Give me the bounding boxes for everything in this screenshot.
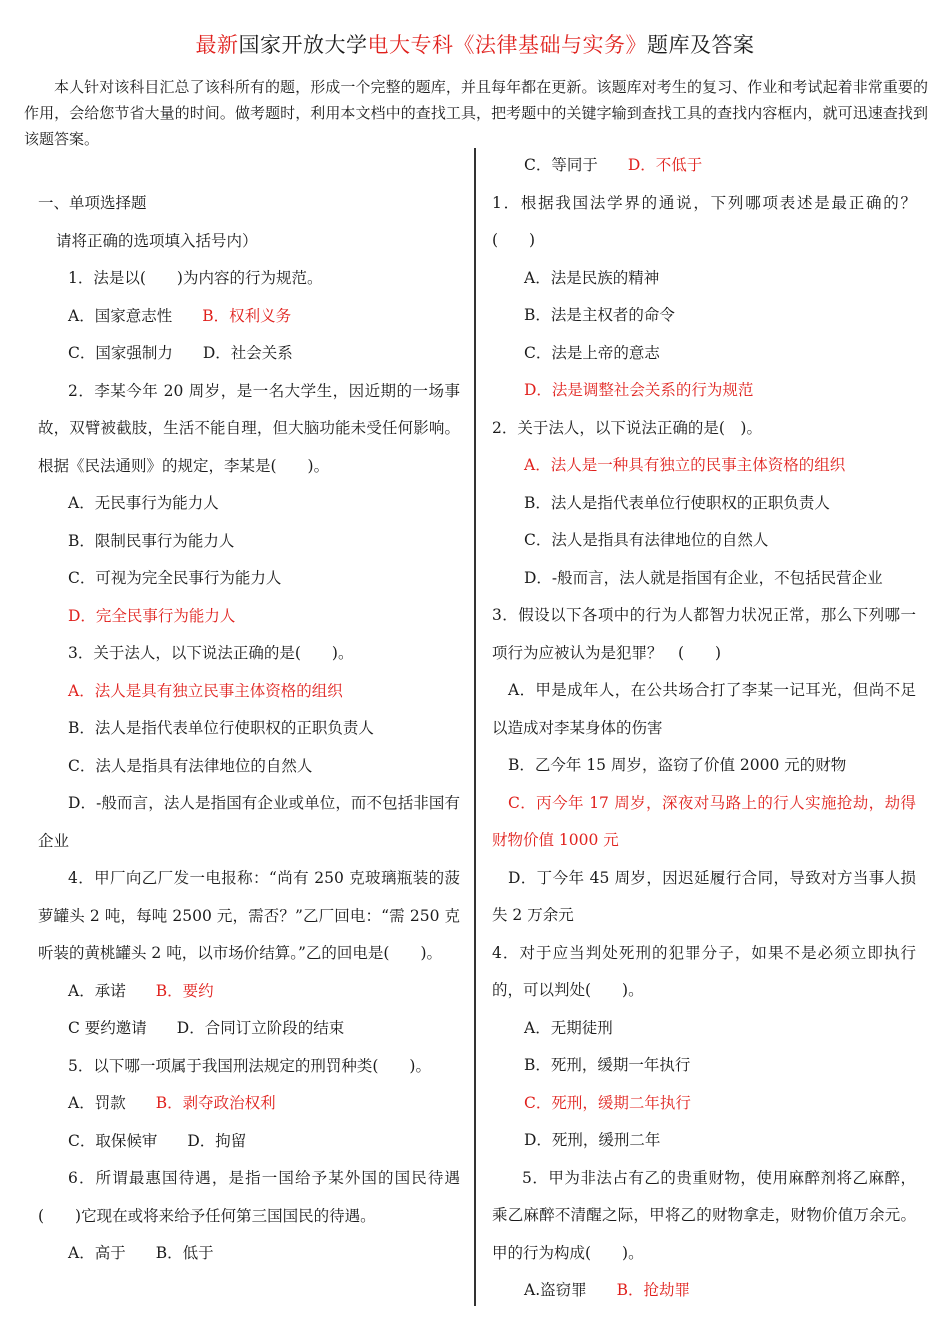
question-stem: 3．假设以下各项中的行为人都智力状况正常，那么下列哪一项行为应被认为是犯罪？ ( ) <box>492 606 916 662</box>
option-row <box>38 1010 460 1048</box>
question-stem: 4．甲厂向乙厂发一电报称：“尚有 250 克玻璃瓶装的菠萝罐头 2 吨，每吨 2500 元，需否？”乙厂回电：“需 250 克听装的黄桃罐头 2 吨，以市场价结算。”乙的回电是( )。 <box>38 869 460 962</box>
option: B．乙今年 15 周岁，盗窃了价值 2000 元的财物 <box>508 756 847 774</box>
question-stem: 4．对于应当判处死刑的犯罪分子，如果不是必须立即执行的，可以判处( )。 <box>492 943 916 999</box>
title-prefix: 最新 <box>195 33 239 57</box>
option: C．取保候审 <box>68 1131 158 1150</box>
right-column <box>492 147 916 1310</box>
option: A．法是民族的精神 <box>524 268 660 287</box>
option: A．无民事行为能力人 <box>68 494 219 512</box>
option-row <box>38 1085 460 1123</box>
title-university: 国家开放大学 <box>238 33 368 57</box>
question-stem: 1．根据我国法学界的通说，下列哪项表述是最正确的？( ) <box>492 193 916 249</box>
question-stem: 5．以下哪一项属于我国刑法规定的刑罚种类( )。 <box>68 1056 431 1075</box>
answer-option: D．不低于 <box>627 156 703 174</box>
question-stem: 5．甲为非法占有乙的贵重财物，使用麻醉剂将乙麻醉，乘乙麻醉不清醒之际，甲将乙的财物拿走，财物价值万余元。甲的行为构成( )。 <box>492 1168 916 1262</box>
option: C 要约邀请 <box>68 1019 147 1037</box>
option: D．丁今年 45 周岁，因迟延履行合同，导致对方当事人损失 2 万余元 <box>492 868 916 924</box>
option: D．拘留 <box>187 1131 247 1150</box>
page-title <box>0 30 950 60</box>
option-row <box>38 298 460 336</box>
option: D．合同订立阶段的结束 <box>176 1019 345 1037</box>
instruction: 请将正确的选项填入括号内） <box>56 231 258 250</box>
option-row <box>38 335 460 373</box>
option: B．限制民事行为能力人 <box>68 531 235 550</box>
answer-option: A．法人是具有独立民事主体资格的组织 <box>68 681 343 700</box>
option: B．法人是指代表单位行使职权的正职负责人 <box>68 719 374 737</box>
answer-option: A．法人是一种具有独立的民事主体资格的组织 <box>524 456 846 474</box>
option-row <box>38 973 460 1011</box>
column-divider <box>474 148 476 1306</box>
question-stem: 3．关于法人，以下说法正确的是( )。 <box>68 644 354 662</box>
option: A.盗窃罪 <box>524 1281 587 1299</box>
option: D．死刑，缓刑二年 <box>524 1131 661 1149</box>
answer-option: D．法是调整社会关系的行为规范 <box>524 381 754 399</box>
question-stem: 2．李某今年 20 周岁，是一名大学生，因近期的一场事故，双臂被截肢，生活不能自理，但大脑功能未受任何影响。根据《民法通则》的规定，李某是( )。 <box>38 381 460 475</box>
option: A．承诺 <box>68 981 126 1000</box>
option: C．法人是指具有法律地位的自然人 <box>524 531 769 549</box>
option: D．-般而言，法人就是指国有企业，不包括民营企业 <box>524 568 883 587</box>
option: A．国家意志性 <box>68 306 173 325</box>
question-stem: 6．所谓最惠国待遇，是指一国给予某外国的国民待遇( )它现在或将来给予任何第三国国民的待遇。 <box>38 1169 460 1225</box>
answer-option: B．要约 <box>155 981 214 1000</box>
option: D．社会关系 <box>202 344 293 362</box>
option: C．法是上帝的意志 <box>524 343 660 362</box>
option: A．罚款 <box>68 1094 126 1112</box>
title-course: 电大专科《法律基础与实务》 <box>367 33 647 57</box>
intro-paragraph: 本人针对该科目汇总了该科所有的题，形成一个完整的题库，并且每年都在更新。该题库对考生的复习、作业和考试起着非常重要的作用，会给您节省大量的时间。做考题时，利用本文档中的查找工具，把考题中的关键字输到查找工具的查找内容框内，就可迅速查找到该题答案。 <box>24 78 928 148</box>
option: A．高于 <box>68 1244 126 1262</box>
title-suffix: 题库及答案 <box>647 33 755 57</box>
option-row <box>38 1123 460 1161</box>
answer-option: B．剥夺政治权利 <box>155 1094 276 1112</box>
answer-option: C．丙今年 17 周岁，深夜对马路上的行人实施抢劫，劫得财物价值 1000 元 <box>492 793 916 849</box>
question-stem: 2．关于法人，以下说法正确的是( )。 <box>492 418 762 437</box>
option-row <box>492 1272 916 1310</box>
section-title: 一、单项选择题 <box>38 194 147 212</box>
answer-option: C．死刑，缓期二年执行 <box>524 1093 691 1112</box>
option-row <box>492 147 916 185</box>
option: C．国家强制力 <box>68 344 173 362</box>
option: B．低于 <box>155 1244 214 1262</box>
option: B．法是主权者的命令 <box>524 306 675 324</box>
option: A．无期徒刑 <box>524 1018 613 1037</box>
left-column <box>38 185 460 1273</box>
option: B．死刑，缓期一年执行 <box>524 1056 691 1074</box>
option-row <box>38 1235 460 1273</box>
question-stem: 1．法是以( )为内容的行为规范。 <box>68 269 323 287</box>
option: A．甲是成年人，在公共场合打了李某一记耳光，但尚不足以造成对李某身体的伤害 <box>492 681 916 737</box>
option: C．可视为完全民事行为能力人 <box>68 569 282 587</box>
option: C．法人是指具有法律地位的自然人 <box>68 756 313 775</box>
option: D．-般而言，法人是指国有企业或单位，而不包括非国有企业 <box>38 794 460 850</box>
option: C．等同于 <box>524 156 598 174</box>
answer-option: D．完全民事行为能力人 <box>68 606 236 625</box>
answer-option: B．抢劫罪 <box>616 1281 691 1299</box>
answer-option: B．权利义务 <box>202 306 292 325</box>
option: B．法人是指代表单位行使职权的正职负责人 <box>524 493 830 512</box>
